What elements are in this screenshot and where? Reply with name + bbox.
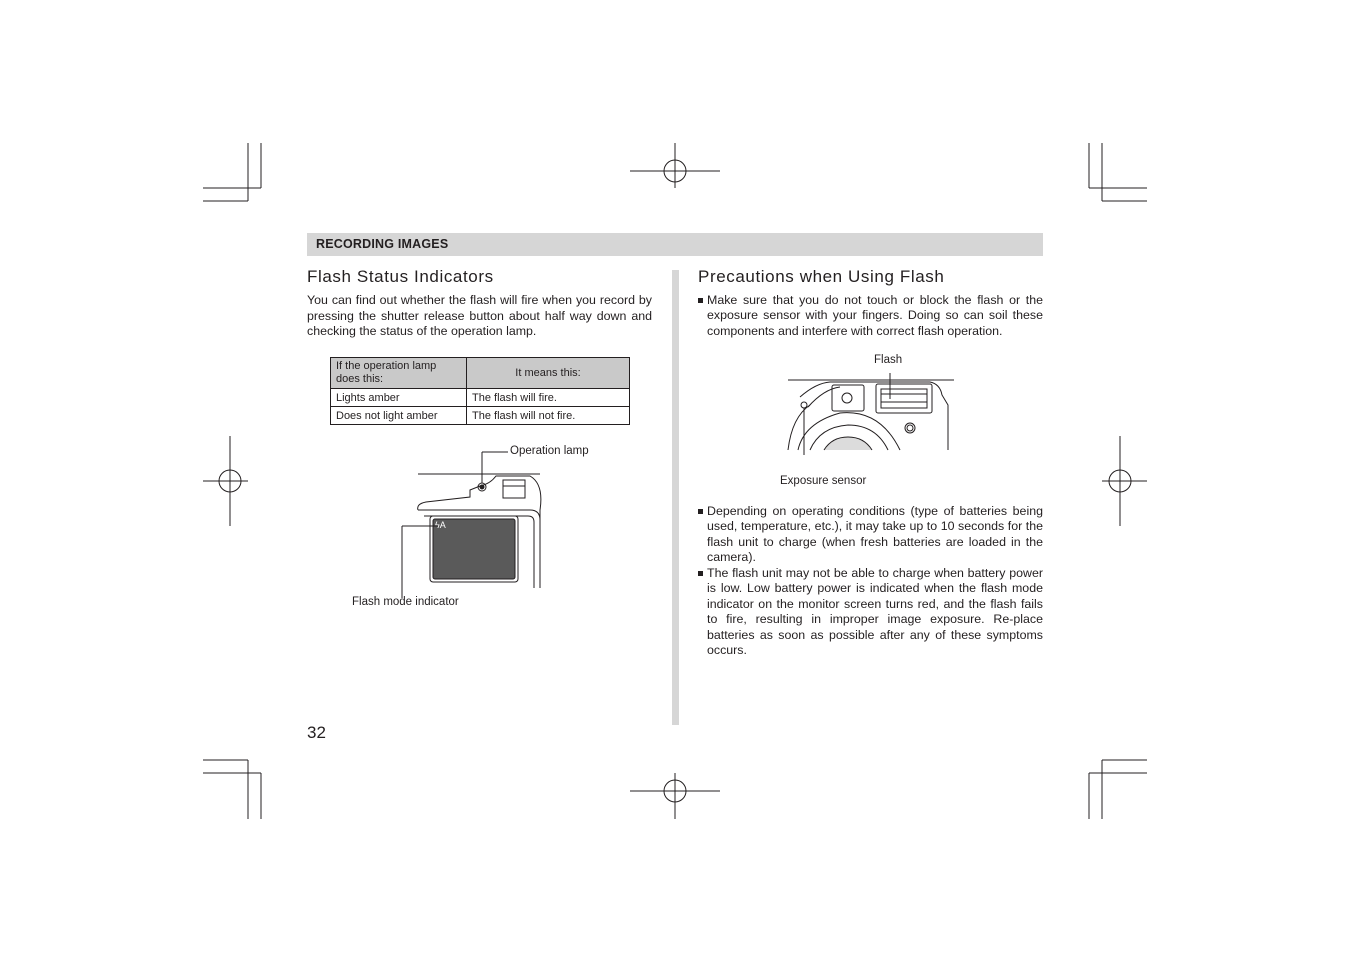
- precaution-bullet-2: [707, 504, 1043, 566]
- bullet-text: Make sure that you do not touch or block the flash or the exposure sensor with your fingers. Doing so can soil these components and interfere with correct flash operation.: [707, 293, 1043, 338]
- table-cell-condition: Lights amber: [331, 389, 467, 407]
- table-row: [331, 389, 630, 407]
- precaution-bullet-3: [707, 566, 1043, 658]
- camera-front-illustration: [780, 365, 970, 455]
- registration-target-left: [203, 436, 248, 526]
- flash-status-intro: You can find out whether the flash will fire when you record by pressing the shutter release button about half way down and checking the status of the operation lamp.: [307, 293, 652, 338]
- bullet-marker: [698, 571, 703, 576]
- page-number: 32: [307, 723, 326, 742]
- flash-status-table: [330, 357, 630, 425]
- bullet-marker: [698, 298, 703, 303]
- camera-back-illustration: [330, 440, 630, 615]
- operation-lamp-label: Operation lamp: [510, 445, 589, 457]
- table-header-row: [331, 358, 630, 389]
- section-header-bar: [307, 233, 1043, 256]
- table-row: [331, 407, 630, 425]
- flash-mode-indicator-label: Flash mode indicator: [352, 596, 459, 608]
- flash-label: Flash: [874, 354, 903, 366]
- flash-auto-icon: ϟA: [435, 520, 446, 530]
- exposure-sensor-label: Exposure sensor: [780, 475, 867, 487]
- registration-target-right: [1102, 436, 1147, 526]
- precautions-heading: Precautions when Using Flash: [698, 267, 945, 286]
- table-cell-condition: Does not light amber: [331, 407, 467, 425]
- flash-status-heading: Flash Status Indicators: [307, 267, 494, 286]
- table-cell-meaning: The flash will fire.: [467, 389, 630, 407]
- table-header-condition: If the operation lamp does this:: [331, 358, 467, 389]
- section-label: RECORDING IMAGES: [316, 237, 449, 251]
- registration-target-bottom: [630, 773, 720, 819]
- registration-target-top: [630, 143, 720, 188]
- column-divider: [672, 270, 679, 725]
- bullet-text: Depending on operating conditions (type of batteries being used, temperature, etc.), it may take up to 10 seconds for the flash unit to charge (when fresh batteries are loaded in the camera).: [707, 504, 1043, 565]
- table-header-meaning: It means this:: [467, 358, 630, 389]
- precaution-bullet-1: [707, 293, 1043, 339]
- table-cell-meaning: The flash will not fire.: [467, 407, 630, 425]
- bullet-text: The flash unit may not be able to charge when battery power is low. Low battery power is indicated when the flash mode indicator on the monitor screen turns red, and the flash fails to fire, resulting in improper image exposure. Re-place batteries as soon as possible after any of these symptoms occurs.: [707, 566, 1043, 658]
- bullet-marker: [698, 509, 703, 514]
